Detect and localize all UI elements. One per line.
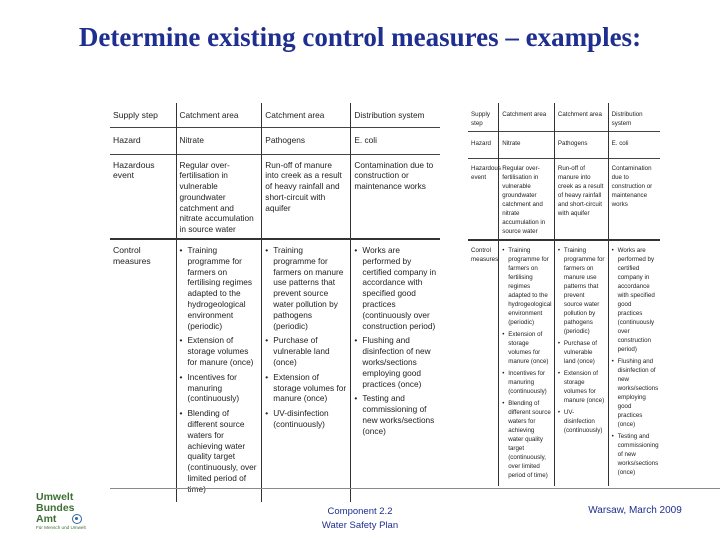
list-item: • Training programme for farmers on manure use patterns that prevent source water pollution by pathogens (periodic) [558,246,605,336]
header-cell: Catchment area [499,103,555,132]
control-measures-table [110,103,440,484]
table-cell [351,239,440,502]
list-item: • Works are performed by certified company in accordance with specified good practices (continuously over construction period) [612,246,657,354]
bullet-list [354,245,437,437]
list-item: • Purchase of vulnerable land (once) [265,335,347,367]
row-label: Control measures [110,239,176,502]
table-cell: E. coli [351,127,440,154]
list-item: • Incentives for manuring (continuously) [180,372,259,404]
header-cell: Distribution system [608,103,660,132]
header-cell: Catchment area [554,103,608,132]
list-item: • Blending of different source waters for achieving water quality target (continuously, over limited period of time) [502,399,551,480]
header-cell: Supply step [113,110,158,120]
table-row [110,103,440,127]
footer-component-line: Component 2.2 [327,506,393,517]
table-cell: Regular over-fertilisation in vulnerable groundwater catchment and nitrate accumulation in source water [176,154,262,239]
bullet-list [558,246,605,435]
table-grid [110,103,440,502]
row-label: Hazard [110,127,176,154]
list-item: • Testing and commissioning of new works/sections (once) [354,393,437,436]
footer-component-line: Water Safety Plan [321,520,399,531]
table-cell: Regular over-fertilisation in vulnerable groundwater catchment and nitrate accumulation in source water [499,159,555,241]
slide-title: Determine existing control measures – examples: [78,22,642,52]
bullet-list [502,246,551,480]
table-row [468,132,660,159]
list-item: • Training programme for farmers on manure use patterns that prevent source water pollution by pathogens (periodic) [265,245,347,331]
list-item: • Extension of storage volumes for manure (once) [180,335,259,367]
row-label: Control measures [468,240,499,486]
table-cell: Nitrate [176,127,262,154]
table-cell: Pathogens [554,132,608,159]
table-cell [608,240,660,486]
table-cell: Run-off of manure into creek as a result of heavy rainfall and short-circuit with aquifer [262,154,351,239]
bullet-list [180,245,259,495]
list-item: • Extension of storage volumes for manure (once) [502,330,551,366]
table-cell [499,240,555,486]
bullet-list [265,245,347,430]
row-label: Hazardous event [110,154,176,239]
table-row [468,159,660,241]
footer-date: Warsaw, March 2009 [588,505,682,516]
umweltbundesamt-logo [36,492,98,536]
list-item: • Extension of storage volumes for manure (once) [558,369,605,405]
list-item: • Flushing and disinfection of new works/sections employing good practices (once) [612,357,657,429]
list-item: • Testing and commissioning of new works/sections (once) [612,432,657,477]
footer-component [290,505,430,533]
table-row [110,239,440,502]
list-item: • Training programme for farmers on fertilising regimes adapted to the hydrogeological environment (periodic) [502,246,551,327]
list-item: • UV-disinfection (continuously) [558,408,605,435]
logo-text-line: Bundes [36,502,75,514]
row-label: Hazardous event [468,159,499,241]
list-item: • Flushing and disinfection of new works/sections employing good practices (once) [354,335,437,389]
table-cell: Contamination due to construction or maintenance works [351,154,440,239]
control-measures-table-compressed [468,103,660,479]
table-cell: Run-off of manure into creek as a result of heavy rainfall and short-circuit with aquifer [554,159,608,241]
table-row [468,103,660,132]
list-item: • Works are performed by certified company in accordance with specified good practices (continuously over construction period) [354,245,437,331]
header-cell: Catchment area [176,103,262,127]
logo-seal-icon [72,514,82,524]
list-item: • Blending of different source waters for achieving water quality target (continuously, over limited period of [180,408,259,494]
bullet-list [612,246,657,477]
row-label: Hazard [468,132,499,159]
header-cell: Supply step [471,111,490,127]
list-item: • UV-disinfection (continuously) [265,408,347,430]
table-cell: E. coli [608,132,660,159]
logo-tagline: Für Mensch und Umwelt [36,525,86,530]
table-cell [176,239,262,502]
footer-divider [110,488,720,489]
table-cell [554,240,608,486]
table-cell: Nitrate [499,132,555,159]
list-item: • Training programme for farmers on fertilising regimes adapted to the hydrogeological environment (periodic) [180,245,259,331]
logo-text-line: Amt [36,513,57,525]
table-cell: Contamination due to construction or maintenance works [608,159,660,241]
header-cell: Catchment area [262,103,351,127]
list-item: • Extension of storage volumes for manure (once) [265,372,347,404]
table-row [468,240,660,486]
table-cell [262,239,351,502]
table-row [110,127,440,154]
header-cell: Distribution system [351,103,440,127]
table-cell: Pathogens [262,127,351,154]
list-item: • Purchase of vulnerable land (once) [558,339,605,366]
table-row [110,154,440,239]
table-grid [468,103,660,486]
list-item: • Incentives for manuring (continuously) [502,369,551,396]
logo-text-line: Umwelt [36,491,74,503]
